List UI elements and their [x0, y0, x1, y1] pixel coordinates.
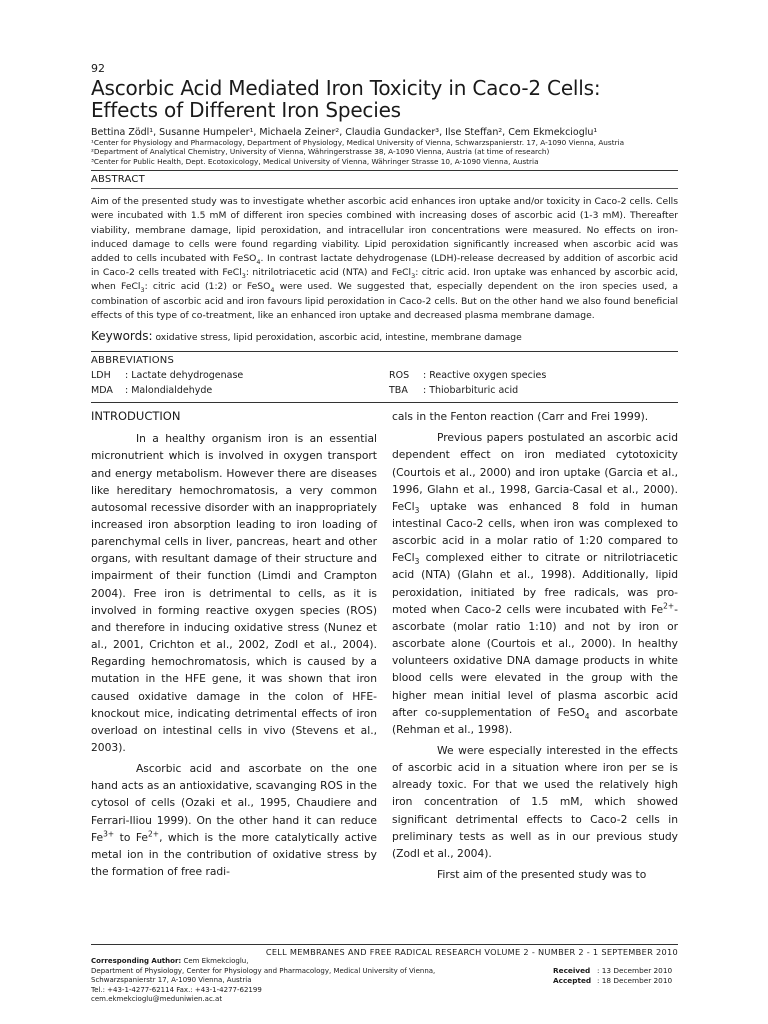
- abstract-heading: ABSTRACT: [91, 174, 145, 186]
- page-number: 92: [91, 62, 105, 75]
- received-label: Received: [553, 966, 591, 975]
- paragraph: We were especially interested in the effects of ascorbic acid in a situation where iron per se is already toxic. For that we used the relatively high iron concentration of 1.5 mM, which showed significant detrimental effects to Caco-2 cells in preliminary tests as well as in our previous study (Zodl et al., 2004).: [392, 744, 678, 860]
- divider: [91, 188, 678, 189]
- abbreviation-item: LDH : Lactate dehydrogenase: [91, 370, 244, 382]
- divider: [91, 170, 678, 171]
- corresponding-author: [91, 957, 511, 1005]
- corresponding-line: Department of Physiology, Center for Physiology and Pharmacology, Medical University of Vienna,: [91, 966, 436, 975]
- title-line-2: Effects of Different Iron Species: [91, 98, 401, 122]
- corresponding-line: Tel.: +43-1-4277-62114 Fax.: +43-1-4277-62199: [91, 985, 262, 994]
- left-column: [91, 408, 377, 883]
- abbreviation-item: MDA : Malondialdehyde: [91, 385, 213, 397]
- affiliation-1: ¹Center for Physiology and Pharmacology, Department of Physiology, Medical University of Vienna, Schwarzspanierstr. 17, A-1090 Vienna, Austria: [91, 138, 625, 147]
- corresponding-line: Schwarzspanierstr 17, A-1090 Vienna, Austria: [91, 976, 252, 984]
- body-columns: [91, 408, 678, 883]
- keywords-label: Keywords:: [91, 329, 153, 344]
- introduction-heading: INTRODUCTION: [91, 409, 181, 424]
- right-column: [392, 408, 678, 883]
- abbreviations-list: [91, 368, 678, 398]
- paragraph: First aim of the presented study was to: [437, 868, 647, 882]
- abbreviation-item: ROS : Reactive oxygen species: [389, 370, 547, 382]
- keywords-text: oxidative stress, lipid peroxidation, ascorbic acid, intestine, membrane damage: [155, 332, 522, 344]
- paragraph: Previous papers postulated an ascorbic acid dependent effect on iron mediated cytotoxicity (Courtois et al., 2000) and iron uptake (Garcia et al., 1996, Glahn et al., 1998, Garcia-Casal et al., 2000). FeCl$_3$ uptake was enhanced 8 fold in human intestinal Caco-2 cells, when iron was complexed to ascorbic acid in a molar ratio of 1:20 compared to FeCl$_3$ complexed either to citrate or nitrilotriacetic acid (NTA) (Glahn et al., 1998). Additionally, lipid peroxidation, initiated by free radicals, was promoted when Caco-2 cells were incubated with $Fe^{2+}$-ascorbate (molar ratio 1:10) and not by iron or ascorbate alone (Courtois et al., 2000). In healthy volunteers oxidative DNA damage products in white blood cells were elevated in the group with the higher mean initial level of plasma ascorbic acid after co-supplementation of FeSO$_4$ and ascorbate (Rehman et al., 1998).: [392, 431, 678, 736]
- keywords: [91, 329, 678, 343]
- affiliation-3: ³Center for Public Health, Dept. Ecotoxicology, Medical University of Vienna, Währinger Strasse 10, A-1090 Vienna, Austria: [91, 156, 539, 166]
- dates: [553, 966, 672, 986]
- authors: Bettina Zödl¹, Susanne Humpeler¹, Michaela Zeiner², Claudia Gundacker³, Ilse Steffan², Cem Ekmekcioglu¹: [91, 127, 598, 138]
- paragraph: Ascorbic acid and ascorbate on the one hand acts as an antioxidative, scavanging ROS in the cytosol of cells (Ozaki et al., 1995, Chaudiere and Ferrari-Iliou 1999). On the other hand it can reduce $Fe^{3+}$ to $Fe^{2+}$, which is the more catalytically active metal ion in the contribution of oxidative stress by the formation of free radi-: [91, 762, 377, 879]
- divider: [91, 351, 678, 352]
- affiliation-2: ²Department of Analytical Chemistry, University of Vienna, Währingerstrasse 38, A-1090 Vienna, Austria (at time of research): [91, 147, 550, 157]
- corresponding-email: cem.ekmekcioglu@meduniwien.ac.at: [91, 995, 223, 1003]
- abbreviations-heading: ABBREVIATIONS: [91, 355, 175, 367]
- title-line-1: Ascorbic Acid Mediated Iron Toxicity in Caco-2 Cells:: [91, 76, 601, 100]
- page-body: [91, 62, 678, 883]
- accepted-date: : 18 December 2010: [597, 976, 673, 985]
- journal-footer: CELL MEMBRANES AND FREE RADICAL RESEARCH VOLUME 2 - NUMBER 2 - 1 SEPTEMBER 2010: [91, 944, 678, 957]
- accepted-label: Accepted: [553, 976, 592, 985]
- abbreviation-item: TBA : Thiobarbituric acid: [389, 385, 519, 397]
- divider: [91, 402, 678, 403]
- paragraph: In a healthy organism iron is an essential micronutrient which is involved in oxygen transport and energy metabolism. However there are diseases like hereditary hemochromatosis, a very common autosomal recessive disorder with an inappropriately increased iron absorption leading to iron loading of parenchymal cells in liver, pancreas, heart and other organs, with resultant damage of their structure and impairment of their function (Limdi and Crampton 2004). Free iron is detrimental to cells, as it is involved in forming reactive oxygen species (ROS) and therefore in inducing oxidative stress (Nunez et al., 2001, Crichton et al., 2002, Zodl et al., 2004). Regarding hemochromatosis, which is caused by a mutation in the HFE gene, it was shown that iron caused oxidative damage in the colon of HFE-knockout mice, indicating detrimental effects of iron overload on intestinal cells in vivo (Stevens et al., 2003).: [91, 432, 377, 755]
- abstract-text: Aim of the presented study was to investigate whether ascorbic acid enhances iron uptake and/or toxicity in Caco-2 cells. Cells were incubated with 1.5 mM of different iron species combined with increasing doses of ascorbic acid (1-3 mM). Thereafter viability, membrane damage, lipid peroxidation, and intracellular iron concentrations were measured. No effects on iron-induced damage to cells were found regarding viability. Lipid peroxidation significantly increased when ascorbic acid was added to cells incubated with FeSO$_4$. In contrast lactate dehydrogenase (LDH)-release decreased by addition of ascorbic acid in Caco-2 cells treated with FeCl$_3$: nitrilotriacetic acid (NTA) and FeCl$_3$: citric acid. Iron uptake was enhanced by ascorbic acid, when FeCl$_3$: citric acid (1:2) or FeSO$_4$ were used. We suggested that, especially dependent on the iron species used, a combination of ascorbic acid and iron favours lipid peroxidation in Caco-2 cells. But on the other hand we also found beneficial effects of this type of co-treatment, like an enhanced iron uptake and decreased plasma membrane damage.: [91, 196, 678, 321]
- received-date: : 13 December 2010: [597, 966, 673, 975]
- corresponding-label: Corresponding Author:: [91, 957, 182, 965]
- article-title: [91, 77, 678, 121]
- paragraph: cals in the Fenton reaction (Carr and Frei 1999).: [392, 410, 649, 424]
- corresponding-name: Cem Ekmekcioglu,: [183, 957, 249, 965]
